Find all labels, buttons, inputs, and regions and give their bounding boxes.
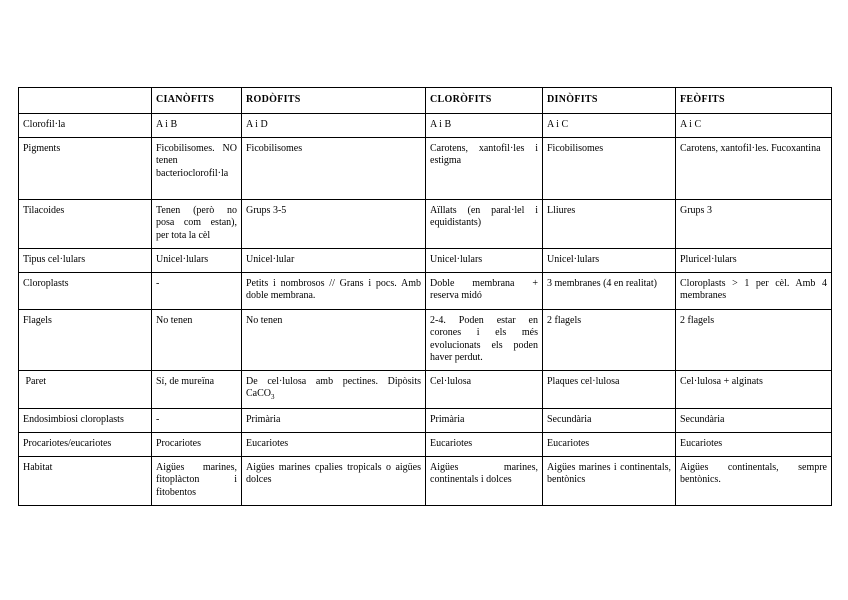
- table-row-endosimbiosi: [19, 408, 832, 432]
- table-cell: A i C: [676, 113, 832, 137]
- row-label: Habitat: [19, 456, 152, 505]
- row-label: Clorofil·la: [19, 113, 152, 137]
- row-label: Procariotes/eucariotes: [19, 432, 152, 456]
- header-row: [19, 88, 832, 114]
- table-cell: Unicel·lular: [242, 248, 426, 272]
- row-label: Pigments: [19, 137, 152, 199]
- table-cell: Grups 3: [676, 199, 832, 248]
- row-label: [19, 370, 152, 408]
- table-cell: Procariotes: [152, 432, 242, 456]
- table-cell: Unicel·lulars: [543, 248, 676, 272]
- table-cell: Pluricel·lulars: [676, 248, 832, 272]
- row-label: Tilacoides: [19, 199, 152, 248]
- table-cell: Petits i nombrosos // Grans i pocs. Amb doble membrana.: [242, 272, 426, 309]
- table-row-tipus-cellulars: [19, 248, 832, 272]
- header-dinofits: DINÒFITS: [543, 88, 676, 114]
- table-row-cloroplasts: [19, 272, 832, 309]
- table-cell: Aigües continentals, sempre bentònics.: [676, 456, 832, 505]
- table-cell: No tenen: [242, 309, 426, 370]
- table-cell: Secundària: [543, 408, 676, 432]
- table-cell: -: [152, 272, 242, 309]
- row-label: Endosimbiosi cloroplasts: [19, 408, 152, 432]
- table-cell: [242, 370, 426, 408]
- table-cell: Cel·lulosa: [426, 370, 543, 408]
- table-cell: Eucariotes: [426, 432, 543, 456]
- algae-comparison-table: [18, 87, 832, 506]
- table-cell: A i D: [242, 113, 426, 137]
- table-cell: 3 membranes (4 en realitat): [543, 272, 676, 309]
- table-cell: Ficobilisomes: [543, 137, 676, 199]
- table-cell: A i B: [152, 113, 242, 137]
- table-row-habitat: [19, 456, 832, 505]
- table-cell: Aigües marines i continentals, bentònics: [543, 456, 676, 505]
- table-cell: Ficobilisomes. NO tenen bacterioclorofil·la: [152, 137, 242, 199]
- row-label: Cloroplasts: [19, 272, 152, 309]
- table-cell: 2 flagels: [543, 309, 676, 370]
- row-label: Tipus cel·lulars: [19, 248, 152, 272]
- table-cell: Lliures: [543, 199, 676, 248]
- table-cell: Doble membrana + reserva midó: [426, 272, 543, 309]
- table-cell: -: [152, 408, 242, 432]
- table-cell: Aïllats (en paral·lel i equidistants): [426, 199, 543, 248]
- table-cell: Carotens, xantofil·les. Fucoxantina: [676, 137, 832, 199]
- row-label: Flagels: [19, 309, 152, 370]
- table-cell: A i C: [543, 113, 676, 137]
- table-cell: Cel·lulosa + alginats: [676, 370, 832, 408]
- table-cell: Tenen (però no posa com estan), per tota la cèl: [152, 199, 242, 248]
- table-cell: 2-4. Poden estar en corones i els més evolucionats els poden haver perdut.: [426, 309, 543, 370]
- table-cell: Aigües marines cpalies tropicals o aigües dolces: [242, 456, 426, 505]
- table-cell: Plaques cel·lulosa: [543, 370, 676, 408]
- table-cell: Unicel·lulars: [426, 248, 543, 272]
- table-row-procariotes-eucariotes: [19, 432, 832, 456]
- table-cell: Eucariotes: [242, 432, 426, 456]
- header-feofits: FEÒFITS: [676, 88, 832, 114]
- table-cell: Aigües marines, continentals i dolces: [426, 456, 543, 505]
- table-row-tilacoides: [19, 199, 832, 248]
- header-rodofits: RODÒFITS: [242, 88, 426, 114]
- table-cell: Secundària: [676, 408, 832, 432]
- table-cell: No tenen: [152, 309, 242, 370]
- table-row-flagels: [19, 309, 832, 370]
- row-label-text: Paret: [25, 375, 47, 387]
- header-cianofits: CIANÒFITS: [152, 88, 242, 114]
- table-row-clorofilla: [19, 113, 832, 137]
- table-cell: Aigües marines, fitoplàcton i fitobentos: [152, 456, 242, 505]
- table-cell: Primària: [242, 408, 426, 432]
- table-cell: Cloroplasts > 1 per cèl. Amb 4 membranes: [676, 272, 832, 309]
- table-cell: Grups 3-5: [242, 199, 426, 248]
- cell-text: De cel·lulosa amb pectines. Dipòsits CaCO: [246, 375, 421, 399]
- table-cell: Eucariotes: [543, 432, 676, 456]
- header-cell-empty: [19, 88, 152, 114]
- table-cell: A i B: [426, 113, 543, 137]
- table-row-pigments: [19, 137, 832, 199]
- table-cell: Sí, de mureïna: [152, 370, 242, 408]
- table-cell: Eucariotes: [676, 432, 832, 456]
- table-cell: Unicel·lulars: [152, 248, 242, 272]
- table-cell: 2 flagels: [676, 309, 832, 370]
- table-cell: Carotens, xantofil·les i estigma: [426, 137, 543, 199]
- table-cell: Ficobilisomes: [242, 137, 426, 199]
- table-row-paret: [19, 370, 832, 408]
- header-clorofits: CLORÒFITS: [426, 88, 543, 114]
- table-cell: Primària: [426, 408, 543, 432]
- subscript-3: 3: [271, 393, 275, 401]
